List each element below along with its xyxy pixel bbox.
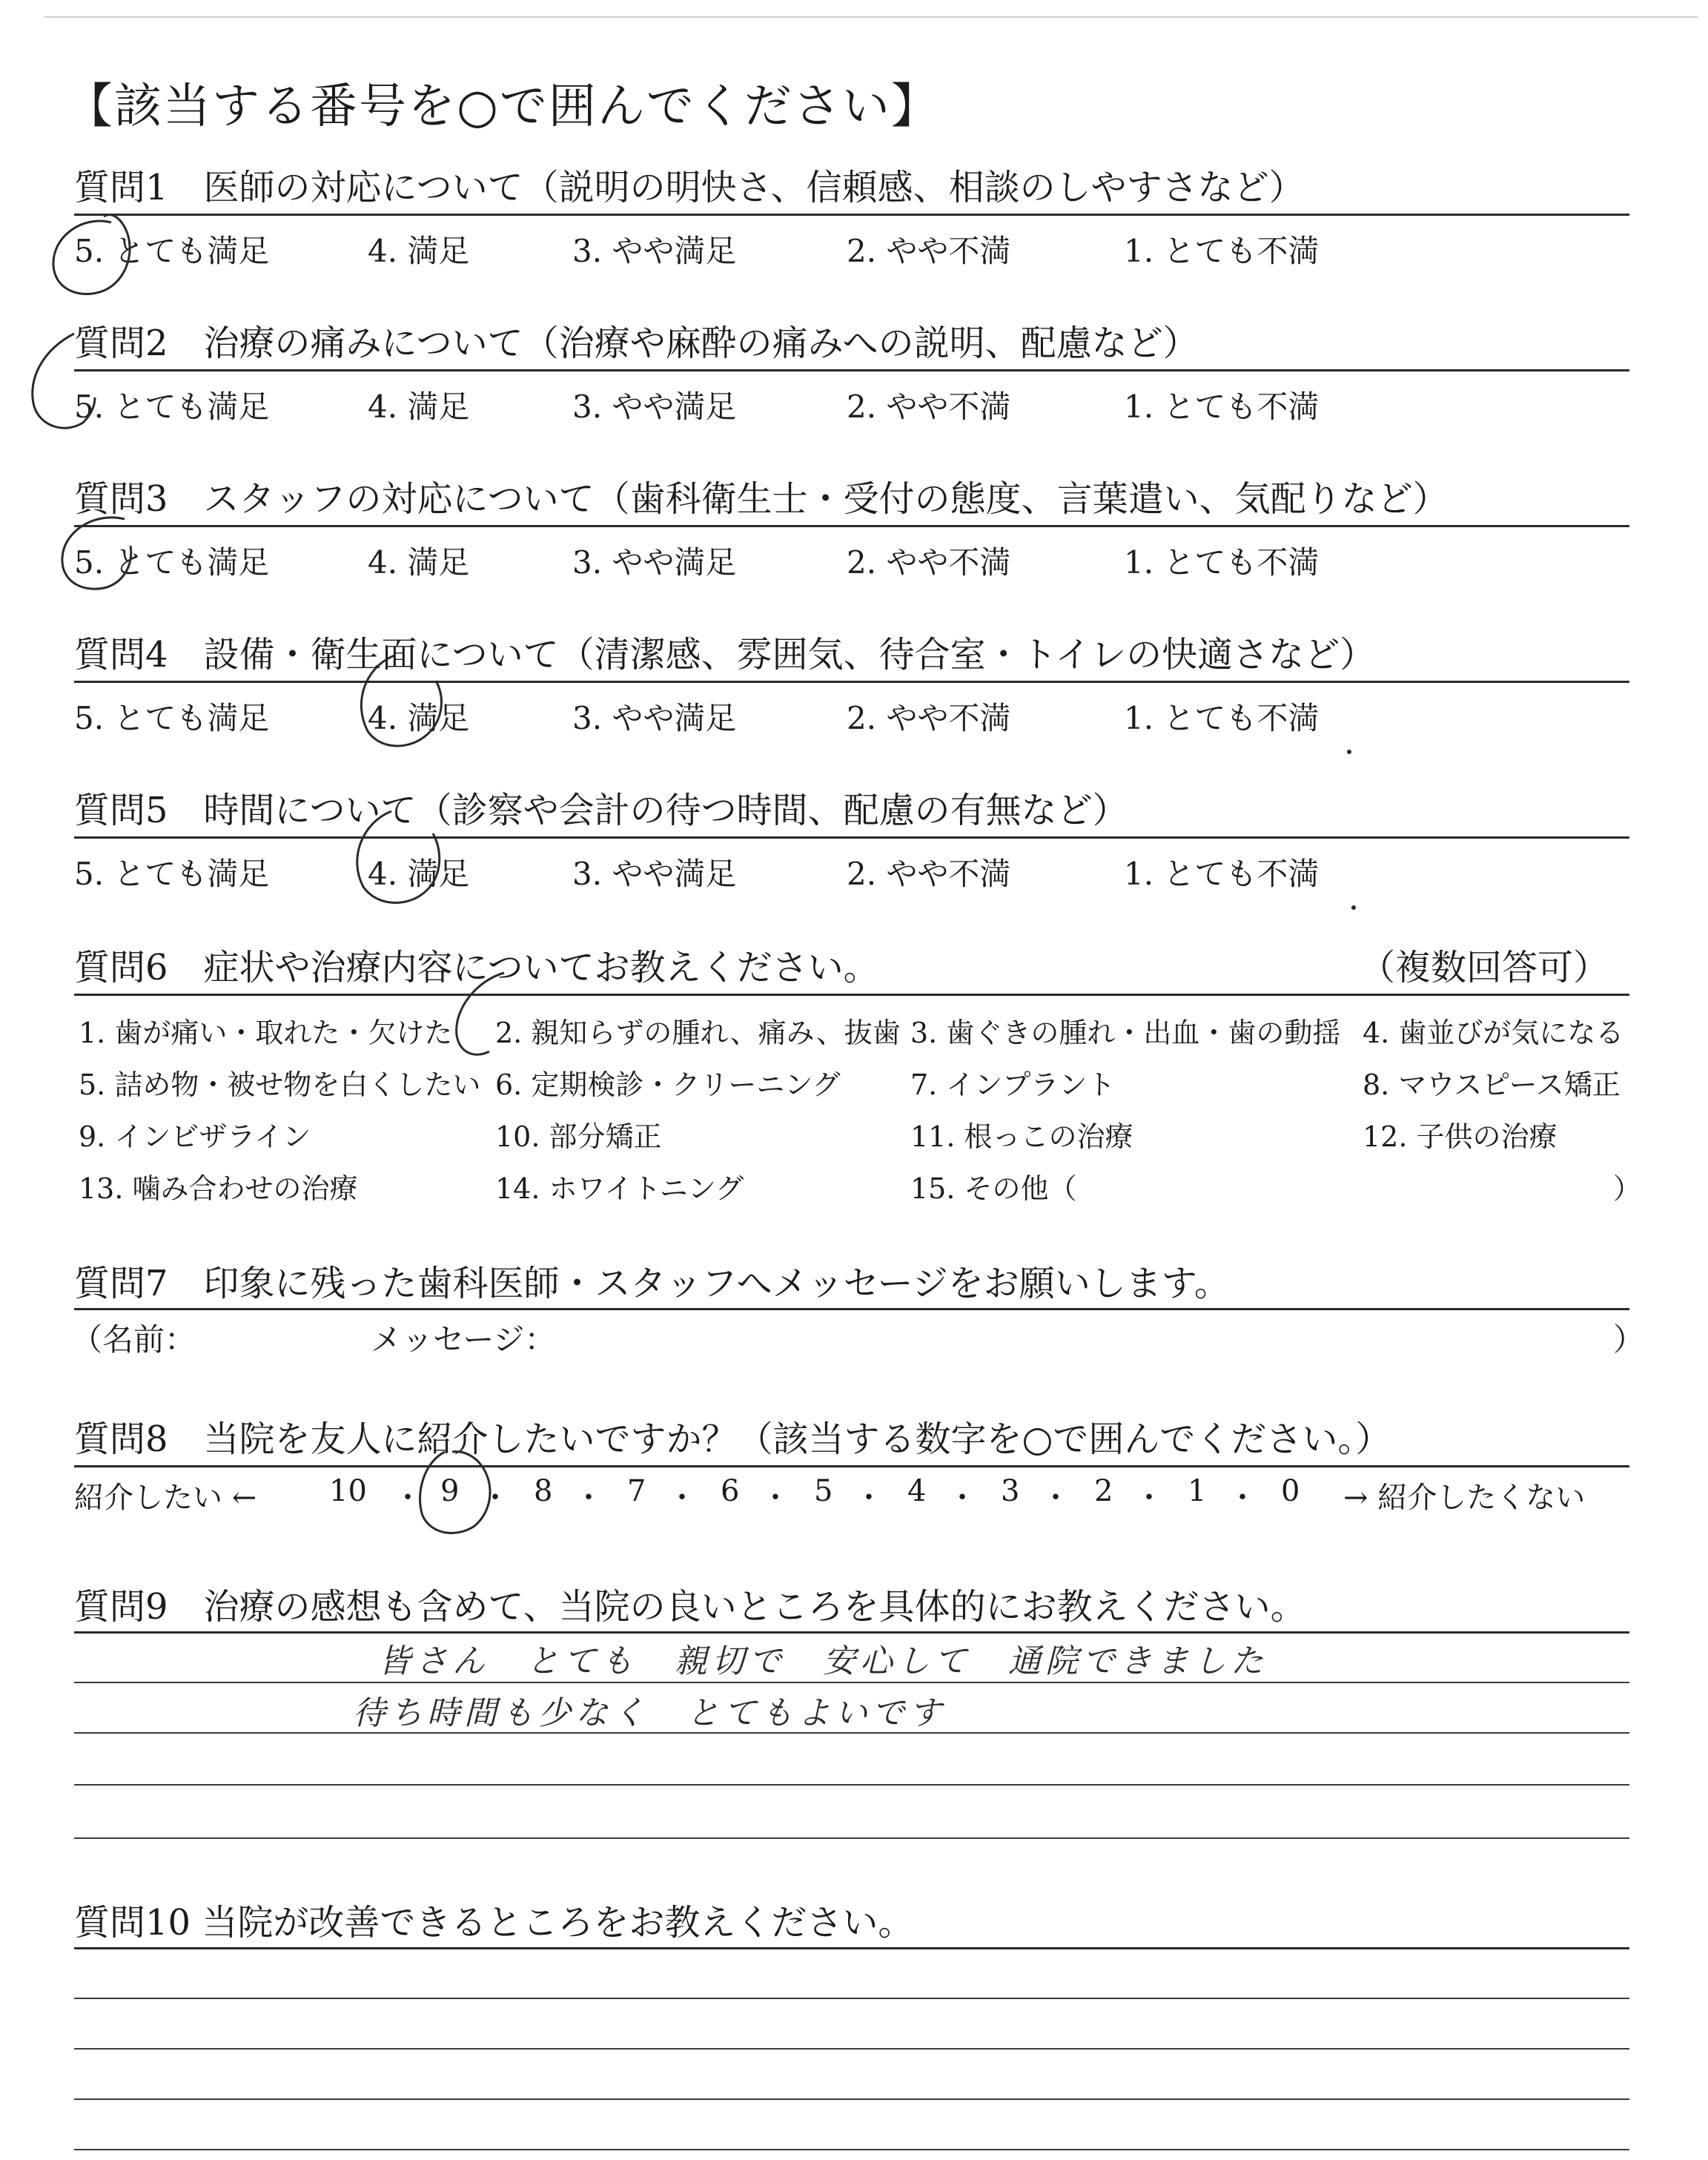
q8-scale-7[interactable]: 7 (627, 1474, 646, 1508)
top-border (44, 16, 1698, 18)
question-6-title: 質問6 症状や治療内容についてお教えください。 (74, 947, 879, 988)
question-1-title: 質問1 医師の対応について（説明の明快さ、信頼感、相談のしやすさなど） (74, 167, 1305, 208)
question-2-rule (74, 369, 1629, 371)
q8-dot: ・ (574, 1481, 603, 1515)
q3-option-1[interactable]: 1. とても不満 (1124, 544, 1320, 581)
q10-answer-line (74, 2098, 1629, 2100)
q6-item-3[interactable]: 3. 歯ぐきの腫れ・出血・歯の動揺 (910, 1017, 1341, 1049)
q8-scale-2[interactable]: 2 (1094, 1474, 1113, 1508)
q8-dot: ・ (854, 1481, 884, 1515)
question-2-title: 質問2 治療の痛みについて（治療や麻酔の痛みへの説明、配慮など） (74, 323, 1199, 364)
q9-answer-line (74, 1682, 1629, 1683)
q8-right-label: → 紹介したくない (1343, 1481, 1586, 1515)
q6-item-10[interactable]: 10. 部分矯正 (495, 1120, 662, 1153)
question-5-title: 質問5 時間について（診察や会計の待つ時間、配慮の有無など） (74, 790, 1128, 831)
question-7-title: 質問7 印象に残った歯科医師・スタッフへメッセージをお願いします。 (74, 1263, 1230, 1304)
page-heading: 【該当する番号を○で囲んでください】 (65, 79, 940, 134)
q8-scale-5[interactable]: 5 (814, 1474, 833, 1508)
q4-option-5[interactable]: 5. とても満足 (74, 700, 270, 736)
stray-dot (1347, 750, 1351, 754)
q6-item-2[interactable]: 2. 親知らずの腫れ、痛み、抜歯 (495, 1017, 901, 1049)
q6-item-4[interactable]: 4. 歯並びが気になる (1363, 1017, 1624, 1049)
q2-option-1[interactable]: 1. とても不満 (1124, 389, 1320, 425)
q1-option-2[interactable]: 2. やや不満 (847, 233, 1011, 269)
question-10-rule (74, 1947, 1629, 1949)
question-10-title: 質問10 当院が改善できるところをお教えください。 (74, 1902, 914, 1943)
q7-close-paren: ） (1613, 1321, 1645, 1358)
q9-handwritten-answer-line-1: 皆さん とても 親切で 安心して 通院できました (378, 1642, 1268, 1680)
q8-dot: ・ (667, 1481, 697, 1515)
question-3-title: 質問3 スタッフの対応について（歯科衛生士・受付の態度、言葉遣い、気配りなど） (74, 478, 1449, 520)
stray-dot (1351, 905, 1356, 910)
q5-option-5[interactable]: 5. とても満足 (74, 856, 270, 892)
q2-option-3[interactable]: 3. やや満足 (572, 389, 737, 425)
q4-option-2[interactable]: 2. やや不満 (847, 700, 1011, 736)
q1-option-3[interactable]: 3. やや満足 (572, 233, 737, 269)
q3-option-3[interactable]: 3. やや満足 (572, 544, 737, 581)
question-1-rule (74, 214, 1629, 216)
q2-option-2[interactable]: 2. やや不満 (847, 389, 1011, 425)
q6-item-14[interactable]: 14. ホワイトニング (495, 1172, 744, 1205)
q1-option-1[interactable]: 1. とても不満 (1124, 233, 1320, 269)
q8-dot: ・ (393, 1481, 423, 1515)
q6-item-6[interactable]: 6. 定期検診・クリーニング (495, 1069, 841, 1101)
q6-item-12[interactable]: 12. 子供の治療 (1363, 1120, 1558, 1153)
q6-item-9[interactable]: 9. インビザライン (79, 1120, 311, 1153)
q6-item-7[interactable]: 7. インプラント (910, 1069, 1116, 1101)
q1-option-5[interactable]: 5. とても満足 (74, 233, 270, 269)
q3-option-4[interactable]: 4. 満足 (368, 544, 470, 581)
q8-dot: ・ (1228, 1481, 1257, 1515)
q8-scale-6[interactable]: 6 (721, 1474, 740, 1508)
question-6-rule (74, 994, 1629, 996)
question-9-rule (74, 1631, 1629, 1634)
q6-item-15-close: ） (1613, 1172, 1642, 1205)
q8-scale-4[interactable]: 4 (907, 1474, 927, 1508)
q9-answer-line (74, 1837, 1629, 1839)
q8-scale-8[interactable]: 8 (534, 1474, 553, 1508)
q4-option-3[interactable]: 3. やや満足 (572, 700, 737, 736)
q4-option-1[interactable]: 1. とても不満 (1124, 700, 1320, 736)
q8-dot: ・ (480, 1481, 510, 1515)
q8-scale-1[interactable]: 1 (1188, 1474, 1207, 1508)
q8-scale-10[interactable]: 10 (329, 1474, 367, 1508)
question-9-title: 質問9 治療の感想も含めて、当院の良いところを具体的にお教えください。 (74, 1586, 1306, 1628)
question-8-rule (74, 1465, 1629, 1467)
question-6-note: （複数回答可） (1360, 947, 1609, 988)
q5-option-1[interactable]: 1. とても不満 (1124, 856, 1320, 892)
q6-item-1[interactable]: 1. 歯が痛い・取れた・欠けた (79, 1017, 453, 1049)
question-4-rule (74, 681, 1629, 683)
q6-item-8[interactable]: 8. マウスピース矯正 (1363, 1069, 1621, 1101)
q8-left-label: 紹介したい ← (74, 1481, 257, 1515)
q9-answer-line (74, 1784, 1629, 1786)
question-4-title: 質問4 設備・衛生面について（清潔感、雰囲気、待合室・トイレの快適さなど） (74, 634, 1376, 676)
question-5-rule (74, 836, 1629, 839)
q6-item-13[interactable]: 13. 噛み合わせの治療 (79, 1172, 358, 1205)
q5-option-2[interactable]: 2. やや不満 (847, 856, 1011, 892)
q4-option-4[interactable]: 4. 満足 (368, 700, 470, 736)
q8-scale-0[interactable]: 0 (1281, 1474, 1300, 1508)
q5-option-4[interactable]: 4. 満足 (368, 856, 470, 892)
q9-handwritten-answer-line-2: 待ち時間も少なく とてもよいです (353, 1694, 946, 1732)
q6-item-5[interactable]: 5. 詰め物・被せ物を白くしたい (79, 1069, 481, 1101)
q7-name-label: （名前： (71, 1321, 196, 1358)
q10-answer-line (74, 1998, 1629, 1999)
q3-option-5[interactable]: 5. とても満足 (74, 544, 270, 581)
q7-message-label: メッセージ： (371, 1321, 556, 1358)
q8-dot: ・ (1134, 1481, 1164, 1515)
q6-item-15[interactable]: 15. その他（ (910, 1172, 1077, 1205)
q8-scale-3[interactable]: 3 (1001, 1474, 1020, 1508)
q5-option-3[interactable]: 3. やや満足 (572, 856, 737, 892)
q8-dot: ・ (761, 1481, 790, 1515)
question-7-rule (74, 1308, 1629, 1310)
q10-answer-line (74, 2149, 1629, 2150)
q6-item-11[interactable]: 11. 根っこの治療 (910, 1120, 1133, 1153)
question-8-title: 質問8 当院を友人に紹介したいですか？（該当する数字を○で囲んでください。） (74, 1418, 1391, 1460)
q2-option-4[interactable]: 4. 満足 (368, 389, 470, 425)
q2-option-5[interactable]: 5. とても満足 (74, 389, 270, 425)
q8-dot: ・ (947, 1481, 977, 1515)
q3-option-2[interactable]: 2. やや不満 (847, 544, 1011, 581)
q1-option-4[interactable]: 4. 満足 (368, 233, 470, 269)
q8-dot: ・ (1041, 1481, 1070, 1515)
question-3-rule (74, 525, 1629, 527)
q8-scale-9[interactable]: 9 (440, 1474, 460, 1508)
q10-answer-line (74, 2048, 1629, 2050)
